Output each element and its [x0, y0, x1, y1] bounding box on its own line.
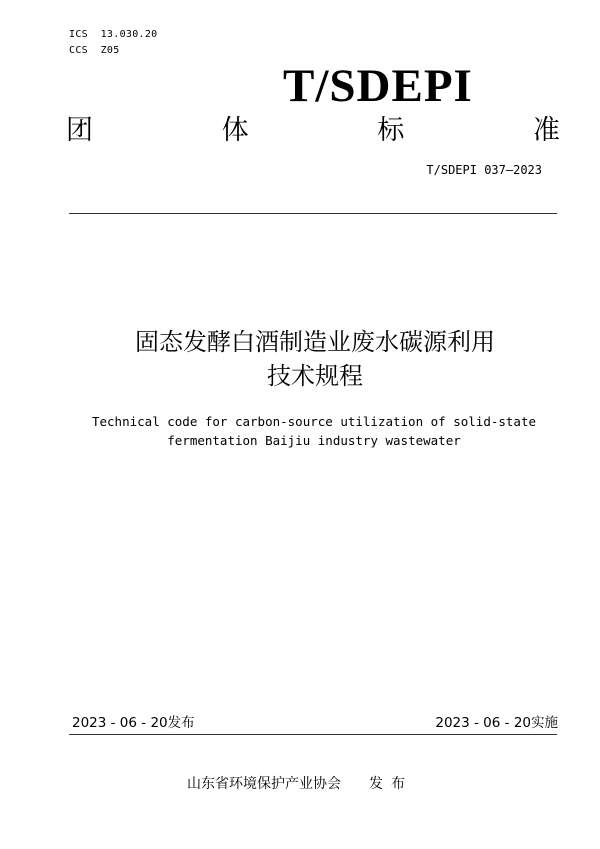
publish-label: 发布 — [369, 776, 413, 792]
ics-code: ICS 13.030.20 — [69, 29, 158, 40]
title-en-line-2: fermentation Baijiu industry wastewater — [167, 433, 461, 448]
title-en-line-1: Technical code for carbon-source utilization of solid-state — [91, 414, 536, 429]
issue-date: 2023 - 06 - 20发布 — [72, 715, 195, 731]
standard-number: T/SDEPI 037—2023 — [426, 163, 542, 177]
standard-type — [66, 114, 560, 148]
ccs-code: CCS Z05 — [69, 45, 120, 56]
standard-type-char: 准 — [532, 115, 560, 146]
implementation-date: 2023 - 06 - 20实施 — [435, 715, 558, 731]
top-divider — [69, 213, 557, 214]
publisher-org: 山东省环境保护产业协会 — [187, 776, 341, 792]
publisher-line — [0, 775, 600, 793]
standard-type-char: 团 — [66, 115, 93, 146]
title-cn-line-2: 技术规程 — [267, 362, 363, 390]
title-cn-line-1: 固态发酵白酒制造业废水碳源利用 — [135, 328, 495, 356]
standard-type-char: 标 — [377, 115, 405, 146]
standard-type-char: 体 — [221, 115, 249, 146]
bottom-divider — [69, 734, 557, 735]
standard-logo: T/SDEPI — [283, 60, 473, 112]
